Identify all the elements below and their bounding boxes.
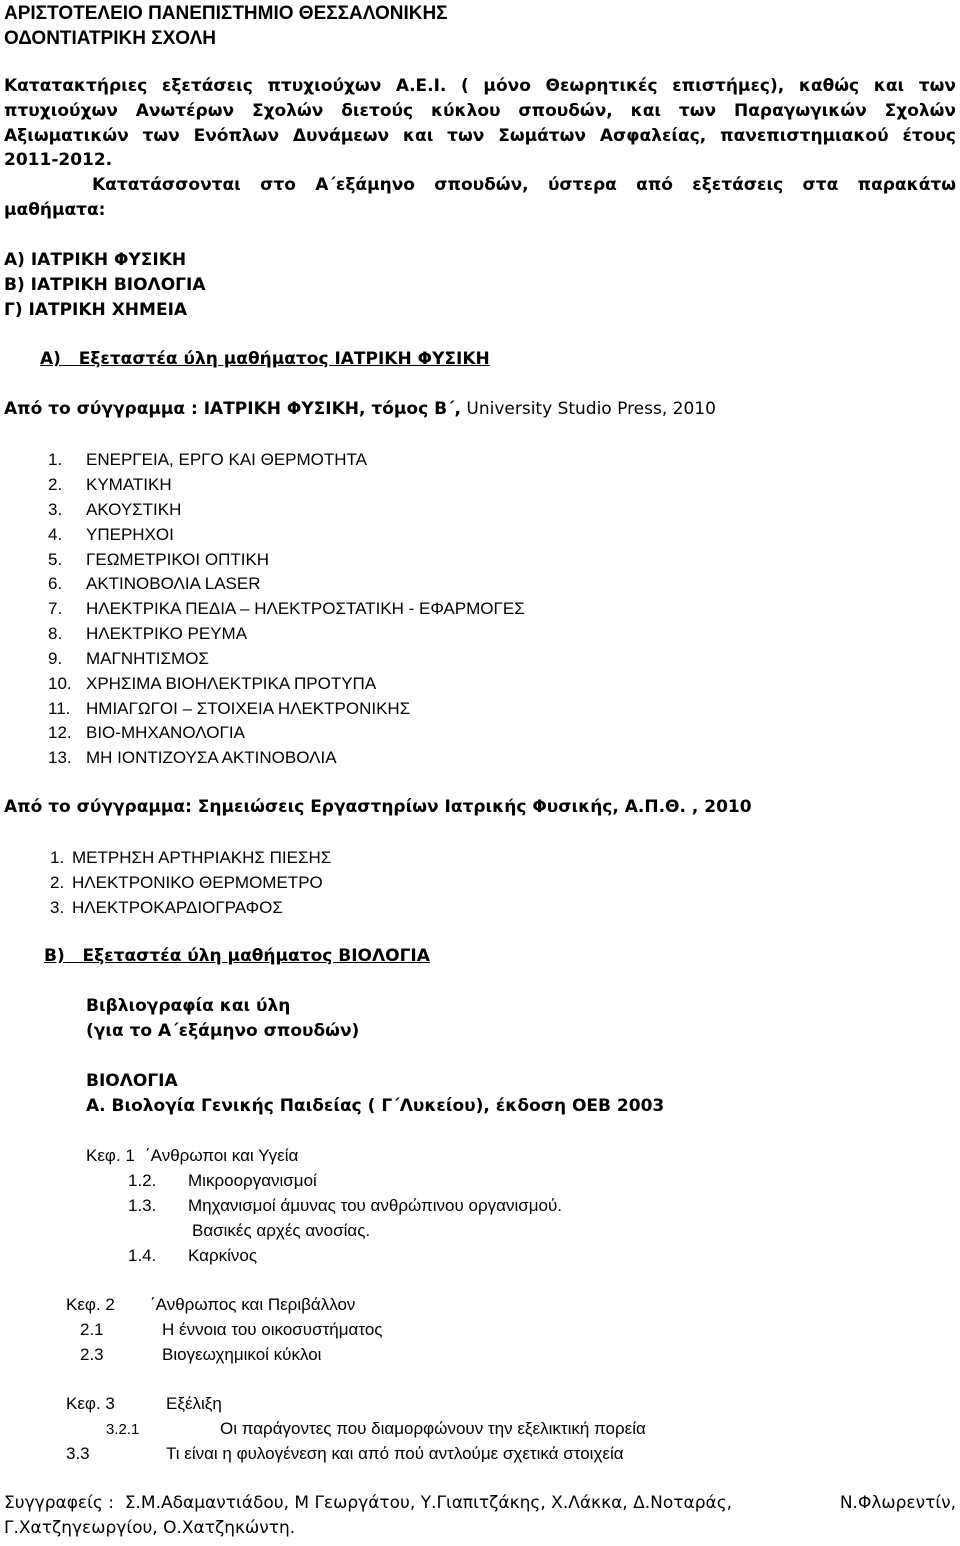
list-item: 8. ΗΛΕΚΤΡΙΚΟ ΡΕΥΜΑ xyxy=(48,624,248,643)
list-item: 2.3 Βιογεωχημικοί κύκλοι xyxy=(80,1345,322,1364)
physics-book-1-publisher: University Studio Press, 2010 xyxy=(466,399,716,419)
list-item: 10. ΧΡΗΣΙΜΑ ΒΙΟΗΛΕΚΤΡΙΚΑ ΠΡΟΤΥΠΑ xyxy=(48,674,377,693)
authors-label: Συγγραφείς : xyxy=(4,1493,114,1513)
list-item: Βασικές αρχές ανοσίας. xyxy=(192,1221,371,1240)
list-item: 2. ΚΥΜΑΤΙΚΗ xyxy=(48,475,172,494)
biology-chapter-1: Κεφ. 1 ΄Ανθρωποι και Υγεία xyxy=(86,1146,299,1165)
subject-a: Α) ΙΑΤΡΙΚΗ ΦΥΣΙΚΗ xyxy=(4,250,187,270)
subject-c: Γ) ΙΑΤΡΙΚΗ ΧΗΜΕΙΑ xyxy=(4,300,188,320)
biology-heading xyxy=(44,948,430,965)
list-item: 1.2. Μικροοργανισμοί xyxy=(128,1171,317,1190)
list-item: 12. ΒΙΟ-ΜΗΧΑΝΟΛΟΓΙΑ xyxy=(48,723,245,742)
biology-heading-prefix: Β) xyxy=(44,946,65,966)
biology-heading-text: Εξεταστέα ύλη μαθήματος ΒΙΟΛΟΓΙΑ xyxy=(82,946,430,966)
list-item: 1.3. Μηχανισμοί άμυνας του ανθρώπινου οργανισμού. xyxy=(128,1196,562,1215)
physics-book-1 xyxy=(4,401,716,418)
biology-chapter-3: Κεφ. 3 Εξέλιξη xyxy=(66,1394,222,1413)
intro-line-6: μαθήματα: xyxy=(4,200,106,220)
physics-heading xyxy=(4,351,490,368)
biology-subject: ΒΙΟΛΟΓΙΑ xyxy=(86,1071,178,1091)
list-item: 1. ΕΝΕΡΓΕΙΑ, ΕΡΓΟ ΚΑΙ ΘΕΡΜΟΤΗΤΑ xyxy=(48,450,368,469)
subject-b: Β) ΙΑΤΡΙΚΗ ΒΙΟΛΟΓΙΑ xyxy=(4,275,206,295)
list-item: 7. ΗΛΕΚΤΡΙΚΑ ΠΕΔΙΑ – ΗΛΕΚΤΡΟΣΤΑΤΙΚΗ - ΕΦΑΡΜΟΓΕΣ xyxy=(48,599,525,618)
authors-line-2: Γ.Χατζηγεωργίου, Ο.Χατζηκώντη. xyxy=(4,1518,296,1538)
list-item: 1.4. Καρκίνος xyxy=(128,1246,258,1265)
list-item: 3. ΗΛΕΚΤΡΟΚΑΡΔΙΟΓΡΑΦΟΣ xyxy=(50,898,283,917)
list-item: 6. ΑΚΤΙΝΟΒΟΛΙΑ LASER xyxy=(48,574,261,593)
physics-book-2: Από το σύγγραμμα: Σημειώσεις Εργαστηρίων Ιατρικής Φυσικής, Α.Π.Θ. , 2010 xyxy=(4,797,752,817)
intro-line-1: Κατατακτήριες εξετάσεις πτυχιούχων Α.Ε.Ι. ( μόνο Θεωρητικές επιστήμες), καθώς και των xyxy=(4,76,956,96)
intro-line-4: 2011-2012. xyxy=(4,150,113,170)
intro-line-2: πτυχιούχων Ανωτέρων Σχολών διετούς κύκλου σπουδών, και των Παραγωγικών Σχολών xyxy=(4,101,956,121)
list-item: 2.1 Η έννοια του οικοσυστήματος xyxy=(80,1320,383,1339)
university-name: ΑΡΙΣΤΟΤΕΛΕΙΟ ΠΑΝΕΠΙΣΤΗΜΙΟ ΘΕΣΣΑΛΟΝΙΚΗΣ xyxy=(4,3,448,24)
list-item: 5. ΓΕΩΜΕΤΡΙΚΟΙ ΟΠΤΙΚΗ xyxy=(48,550,270,569)
biology-bibliography-subtitle: (για το Α΄εξάμηνο σπουδών) xyxy=(86,1021,360,1041)
physics-heading-text: Εξεταστέα ύλη μαθήματος ΙΑΤΡΙΚΗ ΦΥΣΙΚΗ xyxy=(78,349,490,369)
biology-chapter-2: Κεφ. 2 ΄Ανθρωπος και Περιβάλλον xyxy=(66,1295,356,1314)
physics-heading-prefix: Α) xyxy=(40,349,61,369)
biology-bibliography-title: Βιβλιογραφία και ύλη xyxy=(86,996,291,1016)
list-item: 1. ΜΕΤΡΗΣΗ ΑΡΤΗΡΙΑΚΗΣ ΠΙΕΣΗΣ xyxy=(50,848,332,867)
list-item: 13. ΜΗ ΙΟΝΤΙΖΟΥΣΑ ΑΚΤΙΝΟΒΟΛΙΑ xyxy=(48,748,337,767)
list-item: 9. ΜΑΓΝΗΤΙΣΜΟΣ xyxy=(48,649,209,668)
authors-names: Σ.Μ.Αδαμαντιάδου, Μ Γεωργάτου, Υ.Γιαπιτζάκης, Χ.Λάκκα, Δ.Νοταράς, xyxy=(124,1493,733,1513)
intro-line-3: Αξιωματικών των Ενόπλων Δυνάμεων και των Σωμάτων Ασφαλείας, πανεπιστημιακού έτους xyxy=(4,126,956,146)
authors-line-1 xyxy=(4,1495,956,1512)
list-item: 3. ΑΚΟΥΣΤΙΚΗ xyxy=(48,500,182,519)
list-item: 2. ΗΛΕΚΤΡΟΝΙΚΟ ΘΕΡΜΟΜΕΤΡΟ xyxy=(50,873,323,892)
list-item: 3.3 Τι είναι η φυλογένεση και από πού αντλούμε σχετικά στοιχεία xyxy=(66,1444,624,1463)
list-item: 11. ΗΜΙΑΓΩΓΟΙ – ΣΤΟΙΧΕΙΑ ΗΛΕΚΤΡΟΝΙΚΗΣ xyxy=(48,699,411,718)
list-item: 3.2.1 Οι παράγοντες που διαμορφώνουν την εξελικτική πορεία xyxy=(106,1419,646,1438)
physics-book-1-title: Από το σύγγραμμα : ΙΑΤΡΙΚΗ ΦΥΣΙΚΗ, τόμος Β΄, xyxy=(4,399,461,419)
list-item: 4. ΥΠΕΡΗΧΟΙ xyxy=(48,525,174,544)
intro-line-5: Κατατάσσονται στο Α΄εξάμηνο σπουδών, ύστερα από εξετάσεις στα παρακάτω xyxy=(92,175,956,195)
school-name: ΟΔΟΝΤΙΑΤΡΙΚΗ ΣΧΟΛΗ xyxy=(4,28,216,49)
authors-last-name: Ν.Φλωρεντίν, xyxy=(839,1493,956,1513)
biology-book: Α. Βιολογία Γενικής Παιδείας ( Γ΄Λυκείου), έκδοση ΟΕΒ 2003 xyxy=(86,1096,665,1116)
